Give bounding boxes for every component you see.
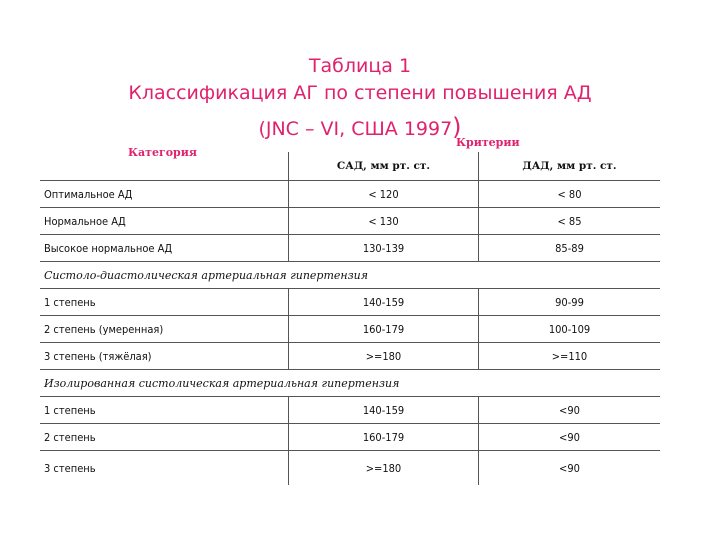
slide-title-line2: Классификация АГ по степени повышения АД bbox=[128, 82, 592, 104]
table-row bbox=[40, 397, 660, 424]
slide-title-line3-text: (JNC – VI, США 1997 bbox=[258, 118, 453, 140]
table-row bbox=[40, 235, 660, 262]
row-category: 3 степень bbox=[40, 451, 289, 486]
table-row bbox=[40, 343, 660, 370]
row-category: Нормальное АД bbox=[40, 208, 289, 235]
table-row bbox=[40, 316, 660, 343]
row-sad: 140-159 bbox=[289, 397, 479, 424]
table-row bbox=[40, 208, 660, 235]
table-header-row bbox=[40, 152, 660, 181]
row-sad: 160-179 bbox=[289, 316, 479, 343]
header-empty-cell bbox=[40, 152, 289, 181]
header-category: Категория bbox=[128, 146, 198, 159]
table-row bbox=[40, 424, 660, 451]
table-row bbox=[40, 181, 660, 208]
row-sad: 160-179 bbox=[289, 424, 479, 451]
slide-title-line3 bbox=[0, 114, 720, 142]
row-dad: 85-89 bbox=[479, 235, 661, 262]
slide-title-line3-paren: ) bbox=[452, 113, 462, 141]
table-row bbox=[40, 289, 660, 316]
row-category: 2 степень bbox=[40, 424, 289, 451]
classification-table bbox=[40, 152, 660, 485]
row-category: 1 степень bbox=[40, 397, 289, 424]
row-dad: <90 bbox=[479, 451, 661, 486]
row-category: 2 степень (умеренная) bbox=[40, 316, 289, 343]
header-dad: ДАД, мм рт. ст. bbox=[479, 152, 661, 181]
row-category: Оптимальное АД bbox=[40, 181, 289, 208]
row-dad: < 85 bbox=[479, 208, 661, 235]
header-criteria: Критерии bbox=[456, 136, 520, 149]
row-dad: >=110 bbox=[479, 343, 661, 370]
row-dad: < 80 bbox=[479, 181, 661, 208]
row-sad: >=180 bbox=[289, 451, 479, 486]
section-title: Изолированная систолическая артериальная гипертензия bbox=[40, 370, 660, 397]
row-dad: 100-109 bbox=[479, 316, 661, 343]
section-title: Систоло-диастолическая артериальная гипертензия bbox=[40, 262, 660, 289]
section-header-row bbox=[40, 370, 660, 397]
header-sad: САД, мм рт. ст. bbox=[289, 152, 479, 181]
row-sad: 130-139 bbox=[289, 235, 479, 262]
row-category: Высокое нормальное АД bbox=[40, 235, 289, 262]
row-sad: < 130 bbox=[289, 208, 479, 235]
row-sad: < 120 bbox=[289, 181, 479, 208]
row-category: 1 степень bbox=[40, 289, 289, 316]
row-dad: 90-99 bbox=[479, 289, 661, 316]
row-category: 3 степень (тяжёлая) bbox=[40, 343, 289, 370]
row-dad: <90 bbox=[479, 397, 661, 424]
row-sad: 140-159 bbox=[289, 289, 479, 316]
row-sad: >=180 bbox=[289, 343, 479, 370]
section-header-row bbox=[40, 262, 660, 289]
slide-title-line1: Таблица 1 bbox=[308, 55, 412, 77]
row-dad: <90 bbox=[479, 424, 661, 451]
table-row bbox=[40, 451, 660, 486]
